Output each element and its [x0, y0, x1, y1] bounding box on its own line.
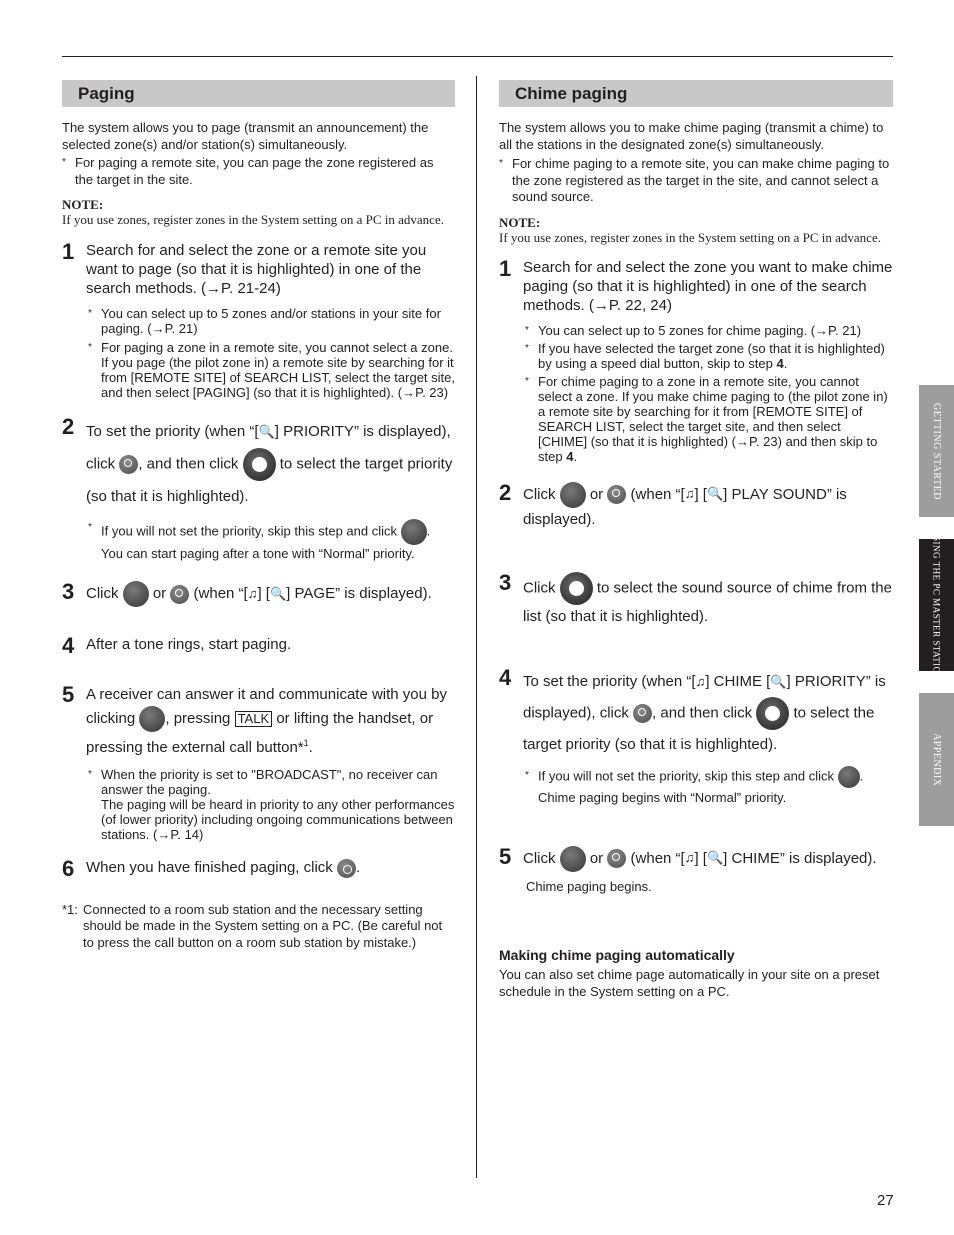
chime-step-1: 1 Search for and select the zone you want to make chime paging (so that it is highlighted) in one of the search methods. (→P. 22, 24): [499, 255, 893, 314]
dial-button-icon[interactable]: [243, 448, 276, 481]
paging-note-body: If you use zones, register zones in the System setting on a PC in advance.: [62, 212, 444, 227]
paging-column: [62, 80, 455, 951]
paging-mode-icon: ♫: [247, 585, 258, 601]
paging-step-1-note-2: * For paging a zone in a remote site, you cannot select a zone. If you page (the pilot zone in) a remote site by searching for it from [REMOTE SITE] of SEARCH LIST, select the target site, and then select [PAGING] (so that it is highlighted). (→P. 23): [88, 340, 455, 400]
search-icon: 🔍: [770, 673, 787, 689]
search-button-icon[interactable]: [607, 485, 626, 504]
dial-button-icon[interactable]: [560, 572, 593, 605]
chime-mode-icon: ♫: [695, 673, 706, 689]
talk-button-icon[interactable]: [401, 519, 427, 545]
talk-button-icon[interactable]: [838, 766, 860, 788]
paging-step-2: 2 To set the priority (when “[🔍] PRIORITY” is displayed), click , and then click to select the target priority (so that it is highlighted).: [62, 414, 453, 505]
search-icon: 🔍: [258, 424, 275, 439]
chime-mode-icon: ♫: [684, 486, 695, 502]
tab-using-pc-master-station[interactable]: USING THE PC MASTER STATION: [919, 539, 954, 671]
search-button-icon[interactable]: [633, 704, 652, 723]
chime-step-1-note-3: * For chime paging to a zone in a remote site, you cannot select a zone. If you make chime paging to (the pilot zone in) a remote site by searching for it from [REMOTE SITE] of SEARCH LIST, select the target site, and then select [CHIME] (so that it is highlighted) (→P. 23) and then skip to step 4.: [525, 373, 888, 464]
chime-step-5-result: Chime paging begins.: [526, 878, 652, 894]
chime-note-body: If you use zones, register zones in the System setting on a PC in advance.: [499, 229, 881, 245]
paging-note-title: NOTE:: [62, 197, 104, 212]
chime-step-4-note: * If you will not set the priority, skip this step and click . Chime paging begins with “Normal” priority.: [523, 766, 893, 808]
paging-step-6: 6 When you have finished paging, click .: [62, 856, 361, 881]
chime-mode-icon: ♫: [684, 850, 695, 866]
search-button-icon[interactable]: [607, 849, 626, 868]
chime-step-4: 4 To set the priority (when “[♫] CHIME [🔍] PRIORITY” is displayed), click , and then click to select the target priority (so that it is highlighted).: [499, 664, 886, 753]
search-icon: 🔍: [269, 585, 287, 601]
paging-intro-note: * For paging a remote site, you can page the zone registered as the target in the site.: [62, 155, 434, 187]
paging-intro: The system allows you to page (transmit an announcement) the selected zone(s) and/or station(s) simultaneously.: [62, 120, 429, 152]
chime-step-2: 2 Click or (when “[♫] [🔍] PLAY SOUND” is displayed).: [499, 479, 847, 528]
paging-step-2-note: * If you will not set the priority, skip this step and click . You can start paging after a tone with “Normal” priority.: [86, 519, 455, 563]
column-divider: [476, 76, 477, 1178]
talk-key[interactable]: TALK: [235, 711, 273, 727]
paging-step-5: 5 A receiver can answer it and communicate with you by clicking , pressing TALK or lifting the handset, or pressing the external call button*$^1$.: [62, 682, 448, 756]
end-button-icon[interactable]: [337, 859, 356, 878]
chime-intro: The system allows you to make chime paging (transmit a chime) to all the stations in the designated zone(s) simultaneously.: [499, 120, 884, 152]
paging-step-4: 4 After a tone rings, start paging.: [62, 633, 292, 658]
dial-button-icon[interactable]: [756, 697, 789, 730]
search-button-icon[interactable]: [170, 585, 189, 604]
paging-step-5-note: * When the priority is set to "BROADCAST", no receiver can answer the paging. The paging will be heard in priority to any other performances (of lower priority) including ongoing communications between stations. (→P. 14): [88, 767, 455, 842]
paging-heading: Paging: [62, 80, 455, 107]
talk-button-icon[interactable]: [560, 846, 586, 872]
chime-step-3: 3 Click to select the sound source of chime from the list (so that it is highlighted).: [499, 569, 892, 625]
search-icon: 🔍: [706, 486, 724, 502]
chime-heading: Chime paging: [499, 80, 893, 107]
page-number: 27: [877, 1192, 894, 1209]
search-button-icon[interactable]: [119, 455, 138, 474]
chime-step-1-note-2: * If you have selected the target zone (so that it is highlighted) by using a speed dial button, skip to step 4.: [525, 340, 885, 371]
paging-footnote: *1: Connected to a room sub station and the necessary setting should be made in the System setting on a PC. (Be careful not to press the call button on a room sub station by mistake.): [62, 901, 443, 950]
paging-step-1-note-1: * You can select up to 5 zones and/or stations in your site for paging. (→P. 21): [88, 306, 441, 336]
tab-appendix[interactable]: APPENDIX: [919, 693, 954, 826]
paging-step-1: 1 Search for and select the zone or a remote site you want to page (so that it is highlighted) in one of the search methods. (→P. 21-24): [62, 239, 427, 297]
tab-getting-started[interactable]: GETTING STARTED: [919, 385, 954, 517]
chime-note-title: NOTE:: [499, 214, 541, 230]
chime-column: [499, 80, 893, 1000]
paging-step-3: 3 Click or (when “[♫] [🔍] PAGE” is displayed).: [62, 581, 455, 607]
talk-button-icon[interactable]: [123, 581, 149, 607]
chime-auto-body: You can also set chime page automatically in your site on a preset schedule in the System setting on a PC.: [499, 966, 880, 999]
chime-intro-note: * For chime paging to a remote site, you can make chime paging to the zone registered as the target in the site, and cannot select a sound source.: [499, 156, 890, 204]
search-icon: 🔍: [706, 850, 724, 866]
chime-step-1-note-1: * You can select up to 5 zones for chime paging. (→P. 21): [525, 322, 862, 338]
talk-button-icon[interactable]: [560, 482, 586, 508]
talk-button-icon[interactable]: [139, 706, 165, 732]
chime-auto-title: Making chime paging automatically: [499, 946, 735, 963]
top-rule: [62, 56, 893, 57]
chime-step-5: 5 Click or (when “[♫] [🔍] CHIME” is displayed).: [499, 846, 893, 872]
